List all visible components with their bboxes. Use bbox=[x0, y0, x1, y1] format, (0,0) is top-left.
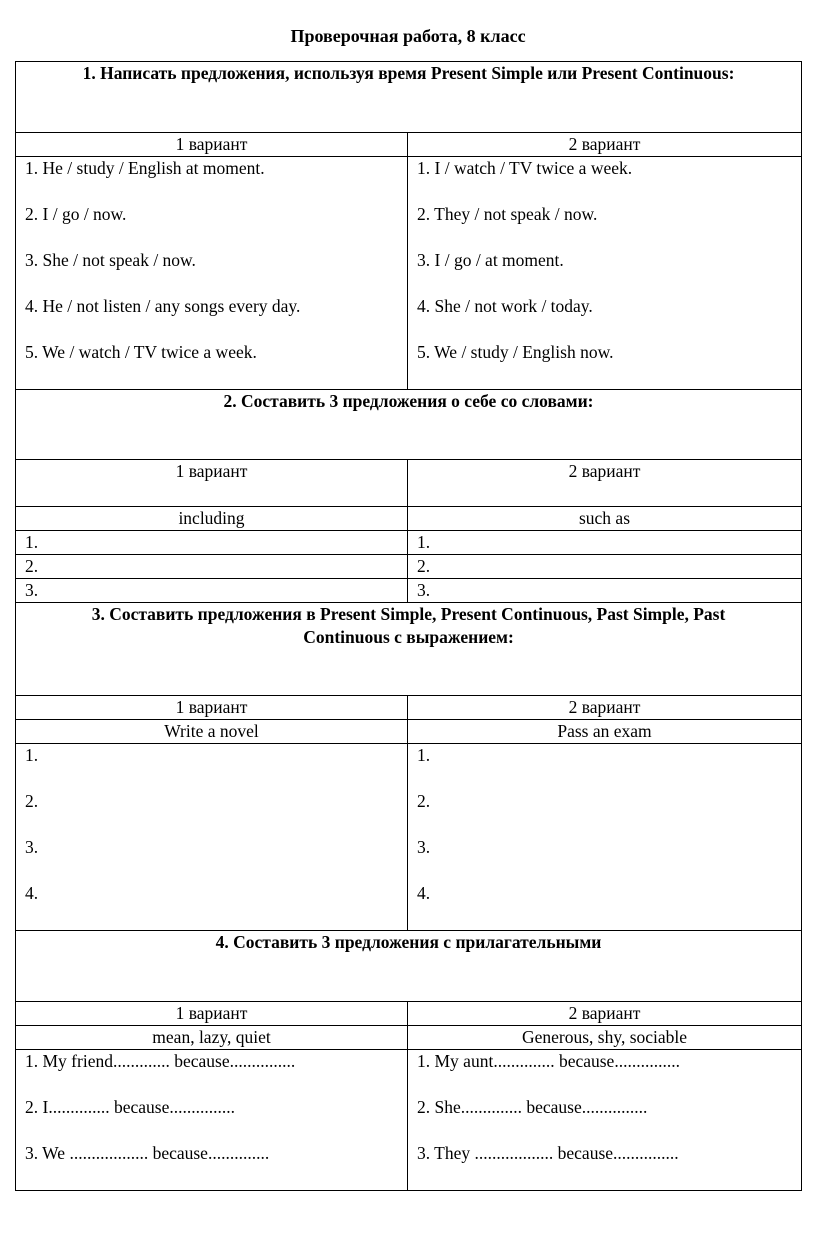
task2-v2-answer-line: 2. bbox=[408, 555, 802, 579]
task3-v2-answer-line: 3. bbox=[417, 837, 431, 857]
task1-v2-item: 4. She / not work / today. bbox=[417, 296, 593, 316]
task3-v1-answer-line: 3. bbox=[25, 837, 39, 857]
task1-v1-item: 2. I / go / now. bbox=[25, 204, 127, 224]
task3-v2-answer-line: 2. bbox=[417, 791, 431, 811]
task2-heading: 2. Составить 3 предложения о себе со словами: bbox=[16, 390, 802, 460]
task2-v2-answer-line: 3. bbox=[408, 579, 802, 603]
task3-variant2-answers bbox=[408, 744, 802, 931]
worksheet-table bbox=[15, 61, 802, 1191]
task4-v1-item: 3. We .................. because.............. bbox=[25, 1143, 270, 1163]
task4-variant1-label: 1 вариант bbox=[16, 1002, 408, 1026]
task3-v2-answer-line: 1. bbox=[417, 745, 431, 765]
task4-variant2-adjectives: Generous, shy, sociable bbox=[408, 1026, 802, 1050]
task1-v2-item: 3. I / go / at moment. bbox=[417, 250, 564, 270]
task3-v1-answer-line: 1. bbox=[25, 745, 39, 765]
task3-variant2-expression: Pass an exam bbox=[408, 720, 802, 744]
task4-heading: 4. Составить 3 предложения с прилагательными bbox=[16, 931, 802, 1002]
task1-heading: 1. Написать предложения, используя время Present Simple или Present Continuous: bbox=[16, 62, 802, 133]
task1-v1-item: 3. She / not speak / now. bbox=[25, 250, 196, 270]
task3-v1-answer-line: 2. bbox=[25, 791, 39, 811]
task3-variant2-label: 2 вариант bbox=[408, 696, 802, 720]
task4-variant2-sentences bbox=[408, 1050, 802, 1191]
task1-variant1-label: 1 вариант bbox=[16, 133, 408, 157]
task4-v2-item: 2. She.............. because............... bbox=[417, 1097, 648, 1117]
page-title: Проверочная работа, 8 класс bbox=[290, 26, 526, 46]
task3-variant1-answers bbox=[16, 744, 408, 931]
task2-v1-answer-line: 1. bbox=[16, 531, 408, 555]
task1-variant2-sentences bbox=[408, 157, 802, 390]
task4-variant1-sentences bbox=[16, 1050, 408, 1191]
task2-v1-answer-line: 2. bbox=[16, 555, 408, 579]
task4-v2-item: 1. My aunt.............. because............... bbox=[417, 1051, 680, 1071]
task3-variant1-label: 1 вариант bbox=[16, 696, 408, 720]
task4-v2-item: 3. They .................. because............... bbox=[417, 1143, 679, 1163]
task2-variant2-word: such as bbox=[408, 507, 802, 531]
task4-v1-item: 1. My friend............. because............... bbox=[25, 1051, 296, 1071]
task2-v2-answer-line: 1. bbox=[408, 531, 802, 555]
task1-variant1-sentences bbox=[16, 157, 408, 390]
task2-v1-answer-line: 3. bbox=[16, 579, 408, 603]
task1-v1-item: 4. He / not listen / any songs every day. bbox=[25, 296, 301, 316]
task1-v1-item: 5. We / watch / TV twice a week. bbox=[25, 342, 257, 362]
task1-v2-item: 1. I / watch / TV twice a week. bbox=[417, 158, 633, 178]
task3-v1-answer-line: 4. bbox=[25, 883, 39, 903]
task1-v2-item: 5. We / study / English now. bbox=[417, 342, 614, 362]
task4-variant1-adjectives: mean, lazy, quiet bbox=[16, 1026, 408, 1050]
task3-v2-answer-line: 4. bbox=[417, 883, 431, 903]
task4-variant2-label: 2 вариант bbox=[408, 1002, 802, 1026]
task3-variant1-expression: Write a novel bbox=[16, 720, 408, 744]
task2-variant2-label: 2 вариант bbox=[408, 460, 802, 507]
task1-variant2-label: 2 вариант bbox=[408, 133, 802, 157]
task1-v2-item: 2. They / not speak / now. bbox=[417, 204, 598, 224]
task4-v1-item: 2. I.............. because............... bbox=[25, 1097, 235, 1117]
task1-v1-item: 1. He / study / English at moment. bbox=[25, 158, 265, 178]
task2-variant1-label: 1 вариант bbox=[16, 460, 408, 507]
task2-variant1-word: including bbox=[16, 507, 408, 531]
task3-heading: 3. Составить предложения в Present Simple, Present Continuous, Past Simple, Past Continuous с выражением: bbox=[16, 603, 802, 696]
